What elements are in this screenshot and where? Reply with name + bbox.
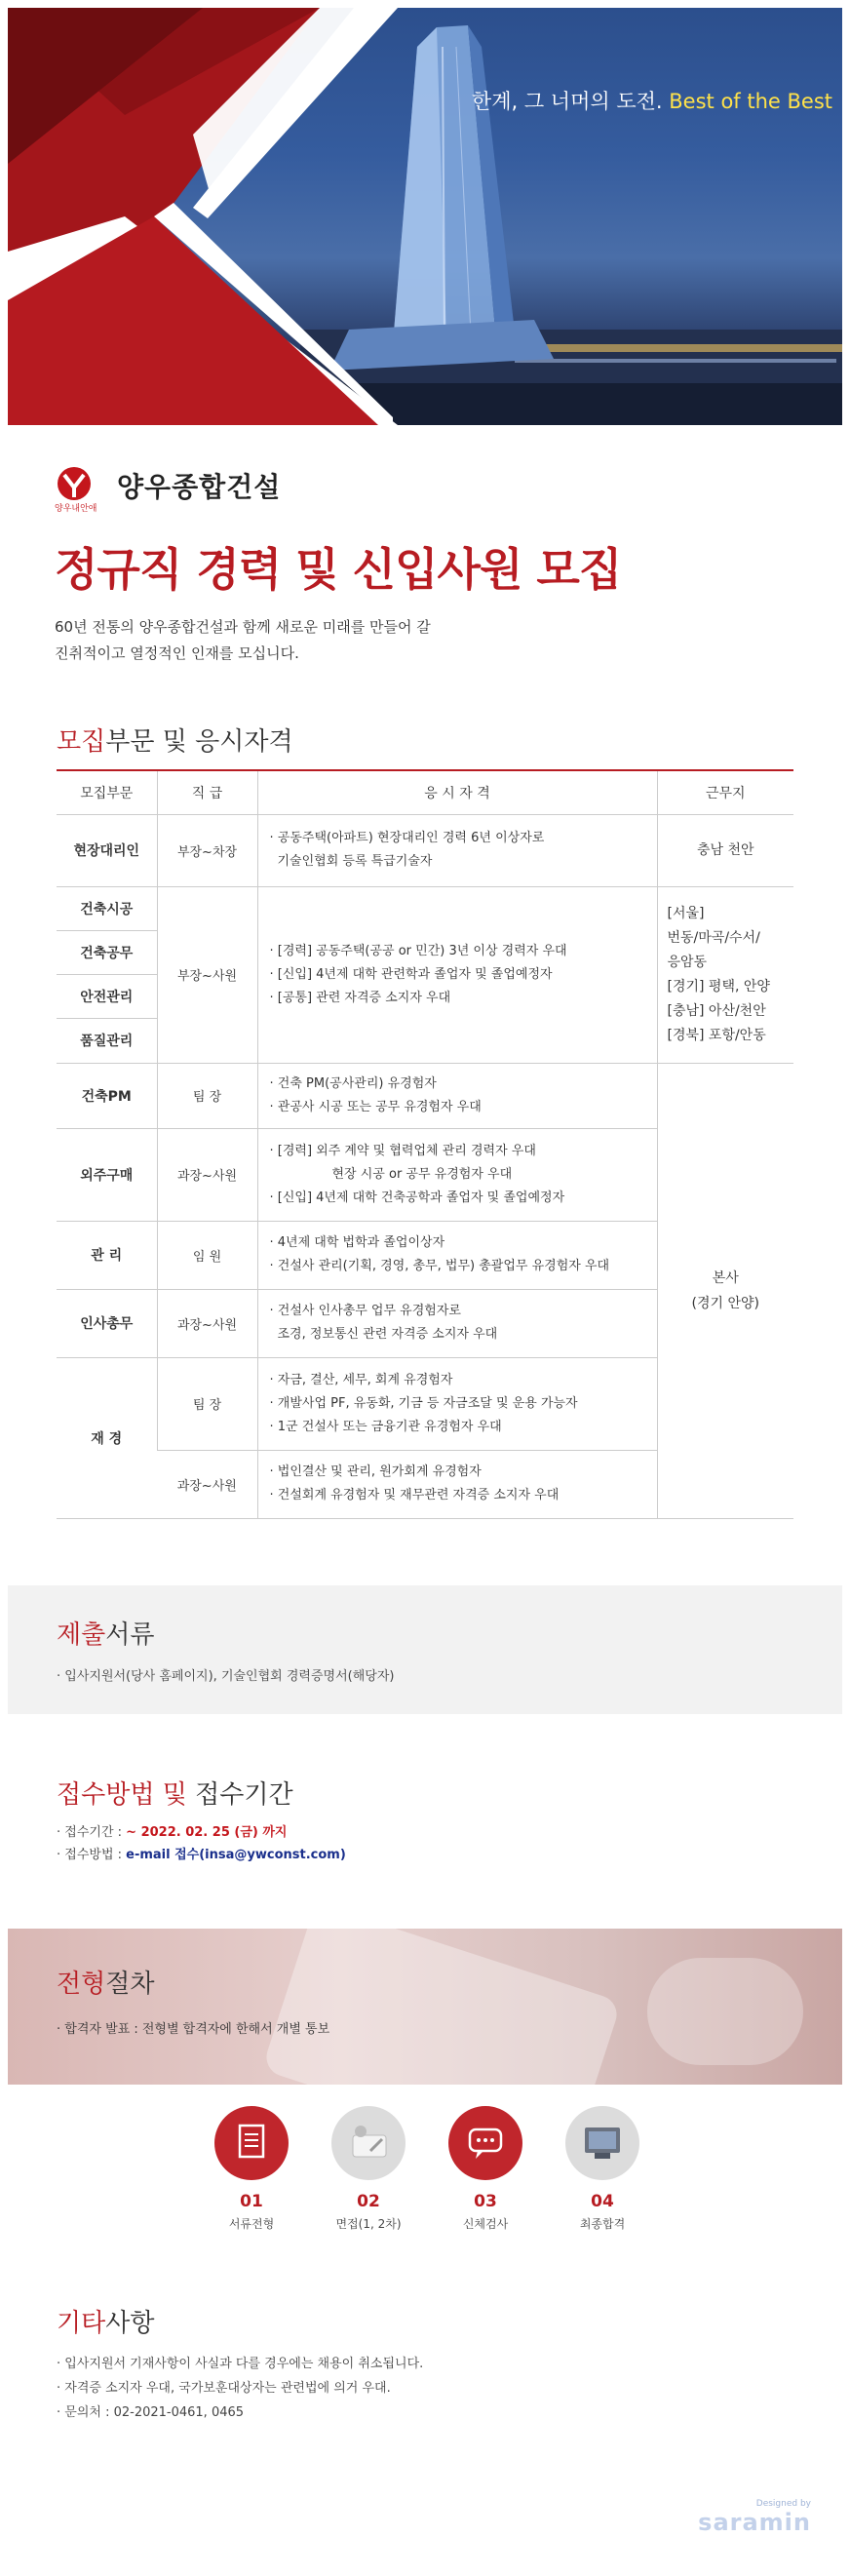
qual-line: · 개발사업 PF, 유동화, 기금 등 자금조달 및 운용 가능자 <box>269 1395 578 1411</box>
location-line: 번동/마곡/수서/ <box>667 929 760 946</box>
grade-cell: 부장~차장 <box>157 814 257 886</box>
grade-cell: 과장~사원 <box>157 1128 257 1221</box>
location-cell <box>657 886 793 1063</box>
grade-cell: 부장~사원 <box>157 886 257 1063</box>
process-note: · 합격자 발표 : 전형별 합격자에 한해서 개별 통보 <box>57 2022 330 2037</box>
apply-method <box>57 1844 346 1866</box>
step-label: 신체검사 <box>462 2217 509 2231</box>
table-row <box>57 886 793 930</box>
dept-cell: 재 경 <box>57 1357 157 1518</box>
chat-icon <box>448 2106 522 2180</box>
location-line: 본사 <box>712 1269 739 1286</box>
header-location: 근무지 <box>657 771 793 814</box>
step-number: 01 <box>240 2192 263 2211</box>
apply-period-value: ~ 2022. 02. 25 (금) 까지 <box>126 1825 288 1840</box>
process-section <box>8 1929 842 2085</box>
grade-cell: 임 원 <box>157 1221 257 1289</box>
qual-line: · 건설회계 유경험자 및 재무관련 자격증 소지자 우대 <box>269 1488 560 1503</box>
dept-cell: 건축공무 <box>57 930 157 974</box>
logo-mark-icon <box>55 466 97 514</box>
submit-title-rest: 서류 <box>105 1620 155 1650</box>
quals-cell <box>257 1357 657 1450</box>
hero-slogan <box>472 86 832 115</box>
step-3 <box>427 2106 544 2232</box>
table-header-row <box>57 771 793 814</box>
process-title-accent: 전형 <box>57 1970 106 1999</box>
credit-designed-by: Designed by <box>755 2499 811 2509</box>
grade-cell: 팀 장 <box>157 1357 257 1450</box>
quals-cell <box>257 1221 657 1289</box>
company-logo <box>55 462 282 514</box>
quals-cell <box>257 1128 657 1221</box>
dept-cell: 품질관리 <box>57 1018 157 1063</box>
qual-line: · 관공사 시공 또는 공무 유경험자 우대 <box>269 1099 482 1114</box>
location-line: 응암동 <box>667 954 708 970</box>
quals-cell <box>257 1450 657 1518</box>
header-dept: 모집부문 <box>57 771 157 814</box>
qual-line: 기술인협회 등록 특급기술자 <box>277 854 433 869</box>
submit-note: · 입사지원서(당사 홈페이지), 기술인협회 경력증명서(해당자) <box>57 1669 395 1684</box>
quals-cell <box>257 886 657 1063</box>
step-label: 서류전형 <box>228 2217 275 2231</box>
step-number: 03 <box>474 2192 497 2211</box>
dept-cell: 건축PM <box>57 1063 157 1128</box>
grade-cell: 팀 장 <box>157 1063 257 1128</box>
apply-email-link[interactable]: e-mail 접수(insa@ywconst.com) <box>126 1848 346 1862</box>
process-section-title <box>57 1964 154 2000</box>
process-title-rest: 절차 <box>105 1970 155 1999</box>
table-row <box>57 814 793 886</box>
logo-company-name: 양우종합건설 <box>117 471 282 503</box>
intro-line-1: 60년 전통의 양우종합건설과 함께 새로운 미래를 만들어 갈 <box>55 618 431 636</box>
step-2 <box>310 2106 427 2232</box>
step-number: 02 <box>357 2192 380 2211</box>
qual-line: · 4년제 대학 법학과 졸업이상자 <box>269 1235 445 1250</box>
step-1 <box>193 2106 310 2232</box>
list-item: · 자격증 소지자 우대, 국가보훈대상자는 관련법에 의거 우대. <box>57 2381 391 2396</box>
requirements-title-accent: 모집 <box>57 727 106 757</box>
apply-period <box>57 1821 346 1844</box>
apply-section-title <box>57 1775 293 1811</box>
intro-text <box>55 614 431 667</box>
header-quals: 응 시 자 격 <box>257 771 657 814</box>
process-steps <box>193 2106 657 2233</box>
step-number: 04 <box>591 2192 614 2211</box>
intro-line-2: 진취적이고 열정적인 인재를 모십니다. <box>55 644 299 662</box>
hero-building-illustration <box>8 8 842 425</box>
dept-cell: 건축시공 <box>57 886 157 930</box>
step-label: 최종합격 <box>579 2217 626 2231</box>
page-title: 정규직 경력 및 신입사원 모집 <box>55 543 622 596</box>
credit-brand-logo: saramin <box>698 2509 811 2536</box>
qual-line: · 1군 건설사 또는 금융기관 유경험자 우대 <box>269 1419 502 1434</box>
hero-slogan-accent: Best of the Best <box>669 90 832 113</box>
misc-items <box>57 2352 423 2425</box>
misc-section-title <box>57 2303 154 2339</box>
grade-cell: 과장~사원 <box>157 1450 257 1518</box>
logo-subtitle: 양우내안애 <box>55 504 97 514</box>
requirements-section-title <box>57 722 293 758</box>
designer-credit <box>698 2499 811 2536</box>
misc-title-accent: 기타 <box>57 2309 106 2338</box>
hero-slogan-main: 한계, 그 너머의 도전. <box>471 90 670 113</box>
apply-title-accent: 접수방법 및 <box>57 1780 187 1810</box>
qual-line: · [경력] 공동주택(공공 or 민간) 3년 이상 경력자 우대 <box>269 943 567 958</box>
apply-title-rest: 접수기간 <box>186 1780 293 1810</box>
table-row <box>57 1063 793 1128</box>
header-grade: 직 급 <box>157 771 257 814</box>
step-4 <box>544 2106 661 2232</box>
apply-items <box>57 1821 346 1866</box>
location-line: [충남] 아산/천안 <box>667 1002 766 1019</box>
qual-line: · [신입] 4년제 대학 건축공학과 졸업자 및 졸업예정자 <box>269 1190 565 1205</box>
submit-documents-section <box>8 1585 842 1714</box>
dept-cell: 현장대리인 <box>57 814 157 886</box>
location-line: [서울] <box>667 905 705 921</box>
dept-cell: 관 리 <box>57 1221 157 1289</box>
list-item: · 문의처 : 02-2021-0461, 0465 <box>57 2405 245 2420</box>
submit-section-title <box>57 1615 154 1651</box>
hero-banner <box>8 8 842 425</box>
location-cell: 충남 천안 <box>657 814 793 886</box>
qual-line: · [공통] 관련 자격증 소지자 우대 <box>269 990 451 1005</box>
apply-method-label: · 접수방법 : <box>57 1848 127 1862</box>
qual-line: · 건축 PM(공사관리) 유경험자 <box>269 1075 437 1091</box>
quals-cell <box>257 814 657 886</box>
requirements-title-rest: 부문 및 응시자격 <box>105 727 293 757</box>
qual-line: · [신입] 4년제 대학 관련학과 졸업자 및 졸업예정자 <box>269 966 553 982</box>
document-icon <box>214 2106 289 2180</box>
success-icon <box>565 2106 639 2180</box>
qual-line: · [경력] 외주 계약 및 협력업체 관리 경력자 우대 <box>269 1143 536 1158</box>
grade-cell: 과장~사원 <box>157 1289 257 1357</box>
interview-icon <box>331 2106 406 2180</box>
location-line: [경북] 포항/안동 <box>667 1027 766 1043</box>
dept-cell: 인사총무 <box>57 1289 157 1357</box>
tablet-image <box>261 1929 621 2085</box>
list-item: · 입사지원서 기재사항이 사실과 다를 경우에는 채용이 취소됩니다. <box>57 2357 424 2371</box>
dept-cell: 안전관리 <box>57 974 157 1018</box>
misc-title-rest: 사항 <box>105 2309 155 2338</box>
submit-title-accent: 제출 <box>57 1620 106 1650</box>
step-label: 면접(1, 2차) <box>335 2217 402 2231</box>
quals-cell <box>257 1063 657 1128</box>
hand-image <box>647 1958 803 2065</box>
qual-line: · 건설사 인사총무 업무 유경험자로 <box>269 1304 461 1318</box>
requirements-table <box>57 771 793 1519</box>
qual-line: · 건설사 관리(기획, 경영, 총무, 법무) 총괄업무 유경험자 우대 <box>269 1259 610 1273</box>
location-line: (경기 안양) <box>691 1295 759 1311</box>
qual-line: · 공동주택(아파트) 현장대리인 경력 6년 이상자로 <box>269 831 545 845</box>
qual-line: 현장 시공 or 공무 유경험자 우대 <box>331 1166 513 1182</box>
qual-line: · 법인결산 및 관리, 원가회계 유경험자 <box>269 1464 482 1479</box>
qual-line: 조경, 정보통신 관련 자격증 소지자 우대 <box>277 1327 498 1342</box>
dept-cell: 외주구매 <box>57 1128 157 1221</box>
quals-cell <box>257 1289 657 1357</box>
apply-period-label: · 접수기간 : <box>57 1825 127 1840</box>
location-line: [경기] 평택, 안양 <box>667 978 770 995</box>
hq-location-cell <box>657 1063 793 1518</box>
qual-line: · 자금, 결산, 세무, 회계 유경험자 <box>269 1372 453 1387</box>
